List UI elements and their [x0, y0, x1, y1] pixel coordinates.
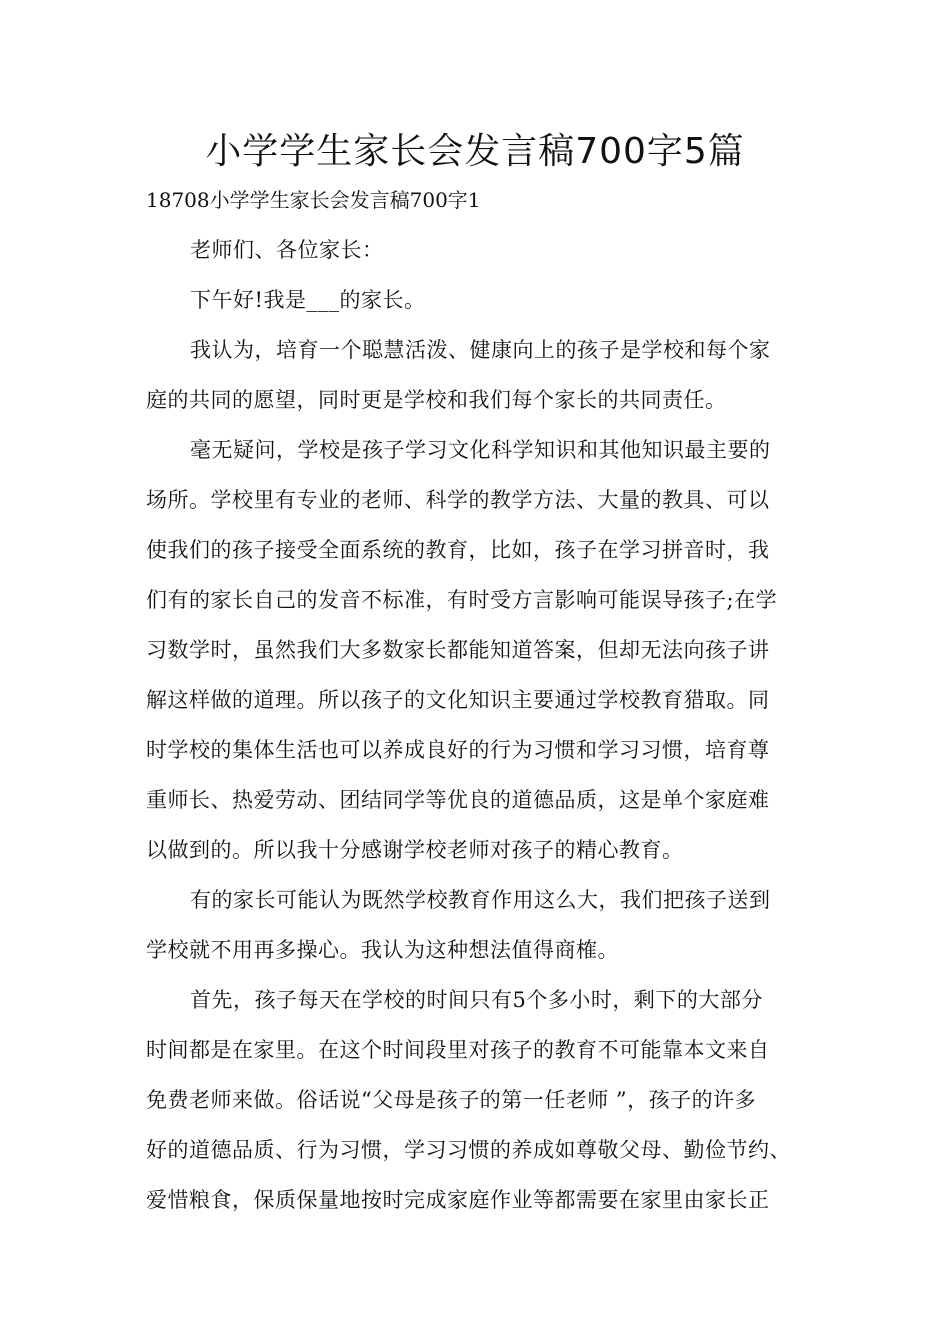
- paragraph-line: 解这样做的道理。所以孩子的文化知识主要通过学校教育猎取。同: [146, 688, 770, 712]
- paragraph-line: 重师长、热爱劳动、团结同学等优良的道德品质，这是单个家庭难: [146, 788, 770, 812]
- paragraph-line: 习数学时，虽然我们大多数家长都能知道答案，但却无法向孩子讲: [146, 638, 770, 662]
- paragraph-line: 学校就不用再多操心。我认为这种想法值得商榷。: [146, 938, 619, 962]
- greeting-line: 下午好!我是___的家长。: [190, 288, 426, 312]
- paragraph-line: 庭的共同的愿望，同时更是学校和我们每个家长的共同责任。: [146, 388, 727, 412]
- paragraph-line: 们有的家长自己的发音不标准，有时受方言影响可能误导孩子;在学: [146, 588, 778, 612]
- paragraph-line: 以做到的。所以我十分感谢学校老师对孩子的精心教育。: [146, 838, 684, 862]
- paragraph-line: 爱惜粮食，保质保量地按时完成家庭作业等都需要在家里由家长正: [146, 1188, 770, 1212]
- paragraph-line: 使我们的孩子接受全面系统的教育，比如，孩子在学习拼音时，我: [146, 538, 770, 562]
- salutation-line: 老师们、各位家长：: [190, 238, 384, 262]
- document-title: 小学学生家长会发言稿700字5篇: [205, 131, 745, 172]
- paragraph-line: 时间都是在家里。在这个时间段里对孩子的教育不可能靠本文来自: [146, 1038, 770, 1062]
- paragraph-line: 免费老师来做。俗话说“父母是孩子的第一任老师 ”，孩子的许多: [146, 1088, 757, 1112]
- document-subtitle: 18708小学学生家长会发言稿700字1: [146, 188, 481, 212]
- paragraph-line: 场所。学校里有专业的老师、科学的教学方法、大量的教具、可以: [146, 488, 770, 512]
- paragraph-line: 毫无疑问，学校是孩子学习文化科学知识和其他知识最主要的: [190, 438, 771, 462]
- paragraph-line: 好的道德品质、行为习惯，学习习惯的养成如尊敬父母、勤俭节约、: [146, 1138, 791, 1162]
- paragraph-line: 时学校的集体生活也可以养成良好的行为习惯和学习习惯，培育尊: [146, 738, 770, 762]
- paragraph-line: 首先，孩子每天在学校的时间只有5个多小时，剩下的大部分: [190, 988, 763, 1012]
- paragraph-line: 有的家长可能认为既然学校教育作用这么大，我们把孩子送到: [190, 888, 771, 912]
- paragraph-line: 我认为，培育一个聪慧活泼、健康向上的孩子是学校和每个家: [190, 338, 771, 362]
